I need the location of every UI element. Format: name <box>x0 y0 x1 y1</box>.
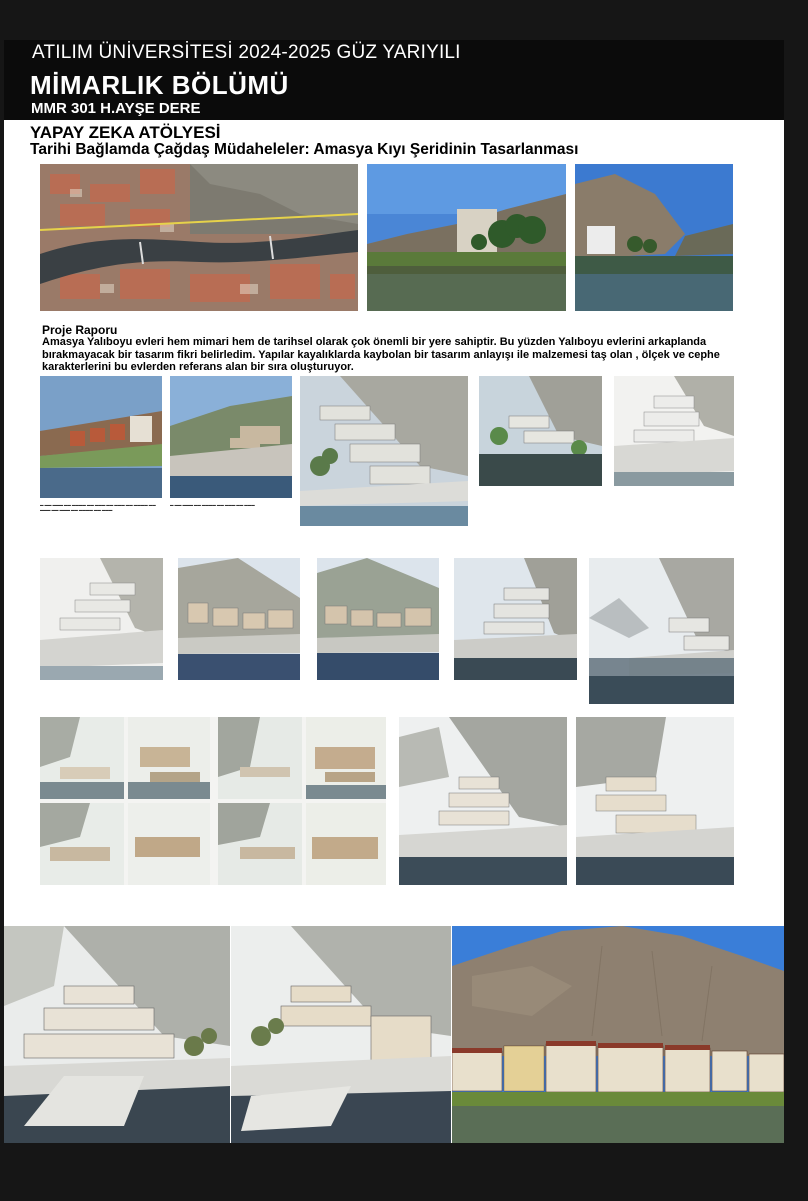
poster-sheet <box>4 40 784 1143</box>
cliff-river-photo-image <box>575 164 733 311</box>
report-heading: Proje Raporu <box>42 323 118 337</box>
render-row2-1 <box>40 376 162 498</box>
river-photo-image <box>367 164 566 311</box>
university-term: ATILIM ÜNİVERSİTESİ 2024-2025 GÜZ YARIYILI <box>32 42 461 63</box>
render-row3-2 <box>178 558 300 680</box>
render-row4-grid <box>40 717 386 885</box>
render-row4-2 <box>399 717 567 885</box>
render-final-1 <box>4 926 230 1143</box>
aerial-map-image <box>40 164 358 311</box>
render-final-2 <box>231 926 451 1143</box>
render-row2-3 <box>300 376 468 526</box>
department-title: MİMARLIK BÖLÜMÜ <box>30 70 289 100</box>
render-row3-1 <box>40 558 163 680</box>
workshop-title: YAPAY ZEKA ATÖLYESİ <box>30 123 221 142</box>
project-subtitle: Tarihi Bağlamda Çağdaş Müdaheleler: Amasya Kıyı Şeridinin Tasarlanması <box>30 141 579 158</box>
render-row2-4 <box>479 376 602 486</box>
caption-row2-2: ▬ ▬▬ ▬▬▬ ▬▬ ▬▬▬▬ ▬▬ ▬▬▬ ▬▬ ▬▬▬ <box>170 503 255 507</box>
render-row4-3 <box>576 717 734 885</box>
course-instructor: MMR 301 H.AYŞE DERE <box>31 100 201 117</box>
render-row2-5 <box>614 376 734 486</box>
render-row3-3 <box>317 558 439 680</box>
render-row3-5 <box>589 558 734 704</box>
header-band <box>4 40 784 120</box>
report-body: Amasya Yalıboyu evleri hem mimari hem de tarihsel olarak çok önemli bir yere sahiptir. Bu yüzden Yalıboyu evlerini arkaplanda bırakmayacak bir tasarım fikri belirledim. Yapılar kayalıklarda kaybolan bir tasarım anlayışı ile malzemesi taş olan , ölçek ve cephe karakterlerini bu evlerden referans alan bir sıra oluşturuyor. <box>42 336 720 373</box>
render-row3-4 <box>454 558 577 680</box>
render-row2-2 <box>170 376 292 498</box>
final-photo-image <box>452 926 784 1143</box>
caption-row2-1: ▬ ▬▬ ▬▬▬ ▬▬ ▬▬▬▬ ▬▬ ▬▬▬ ▬▬ ▬▬▬ ▬▬ ▬▬▬▬ ▬▬ ▬▬▬ ▬▬ ▬▬▬ ▬▬ ▬▬▬▬ ▬▬ ▬▬▬ <box>40 503 156 512</box>
